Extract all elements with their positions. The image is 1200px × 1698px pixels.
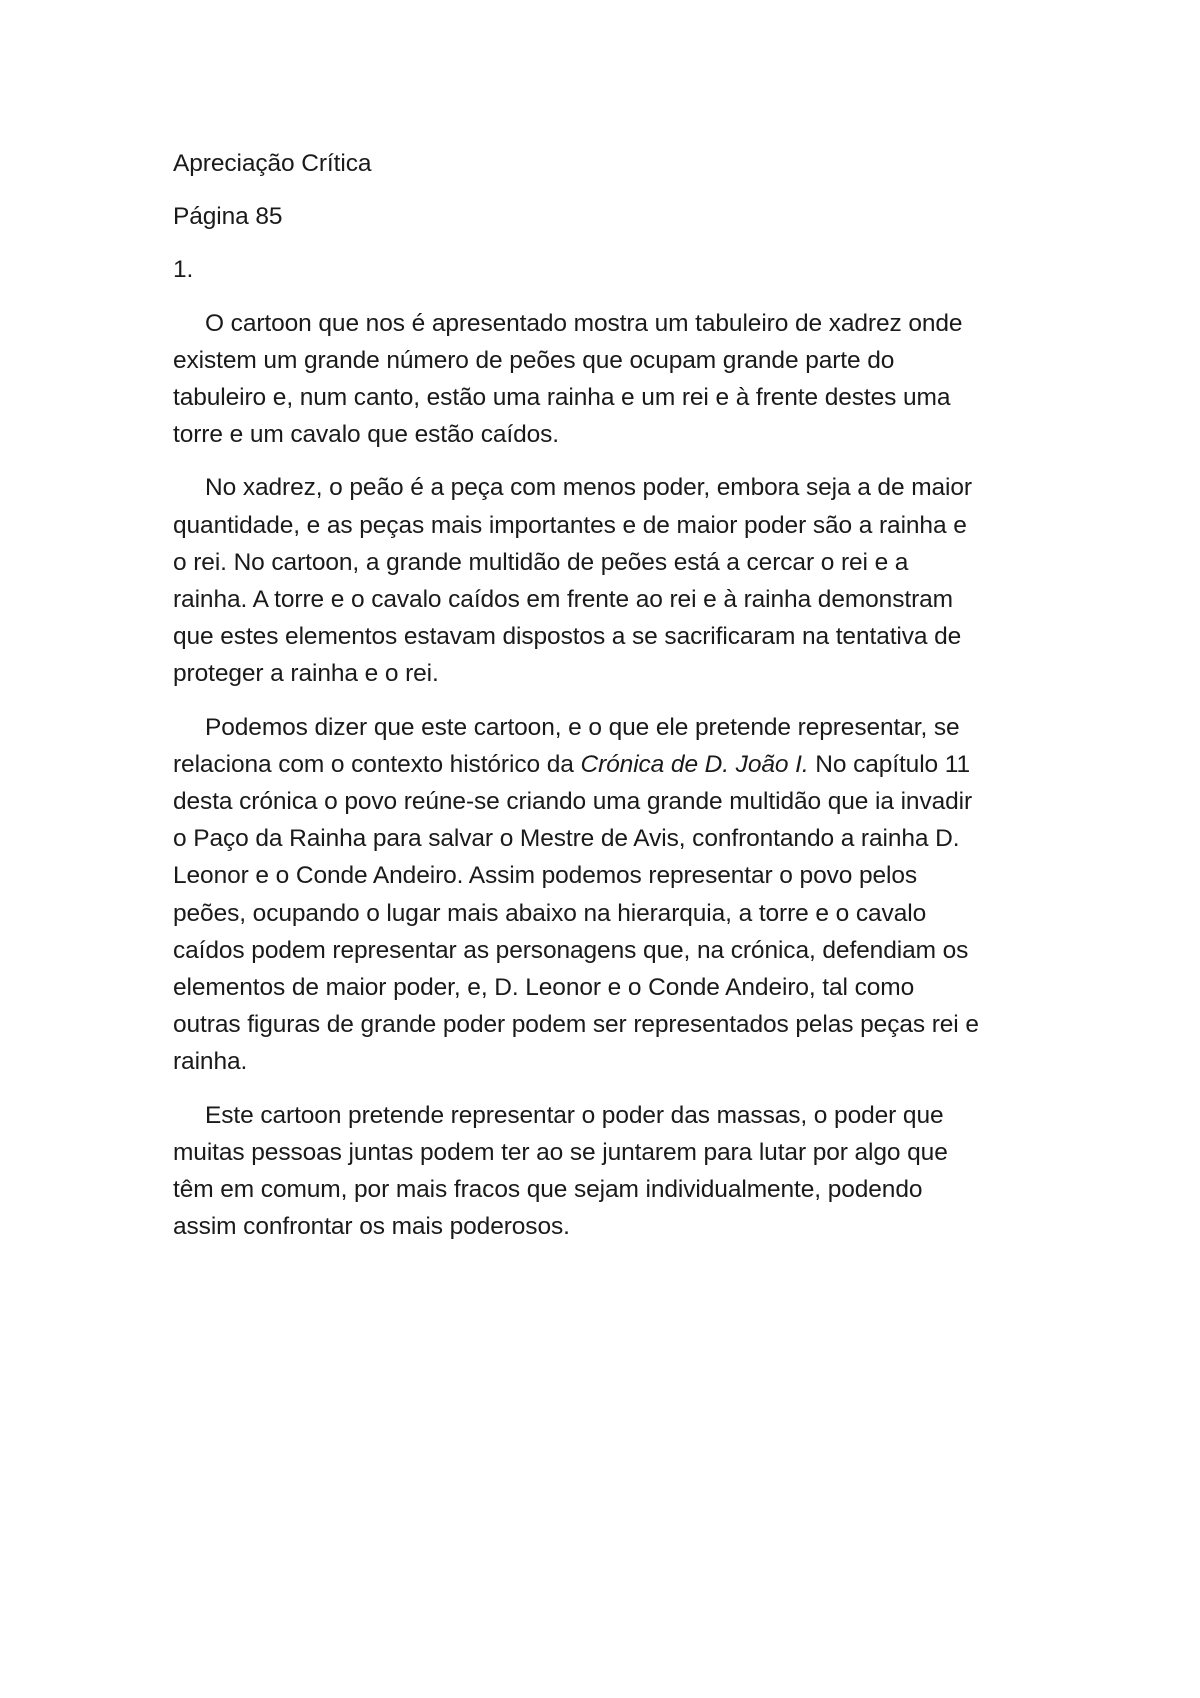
paragraph-line: O cartoon que nos é apresentado mostra um tabuleiro de xadrez onde: [205, 309, 963, 337]
paragraph-line: rainha.: [173, 1048, 248, 1076]
paragraph-line: torre e um cavalo que estão caídos.: [173, 421, 560, 449]
paragraph-line: peões, ocupando o lugar mais abaixo na hierarquia, a torre e o cavalo: [173, 899, 927, 927]
paragraph-4: [173, 1097, 1043, 1246]
paragraph-line: o Paço da Rainha para salvar o Mestre de Avis, confrontando a rainha D.: [173, 825, 960, 853]
paragraph-line: No xadrez, o peão é a peça com menos poder, embora seja a de maior: [205, 474, 972, 502]
paragraph-line: quantidade, e as peças mais importantes e de maior poder são a rainha e: [173, 511, 967, 539]
question-number: 1.: [173, 256, 194, 284]
paragraph-1: [173, 305, 1043, 454]
line-text: relaciona com o contexto histórico da: [173, 750, 581, 778]
paragraph-line: elementos de maior poder, e, D. Leonor e o Conde Andeiro, tal como: [173, 974, 915, 1002]
paragraph-2: [173, 469, 1043, 692]
line-text: No capítulo 11: [808, 750, 971, 778]
paragraph-line: muitas pessoas juntas podem ter ao se juntarem para lutar por algo que: [173, 1138, 948, 1166]
paragraph-line: Leonor e o Conde Andeiro. Assim podemos representar o povo pelos: [173, 862, 918, 890]
paragraph-line: têm em comum, por mais fracos que sejam individualmente, podendo: [173, 1176, 923, 1204]
document-title: Apreciação Crítica: [173, 150, 372, 177]
paragraph-line: tabuleiro e, num canto, estão uma rainha e um rei e à frente destes uma: [173, 384, 951, 412]
page-reference: Página 85: [173, 203, 283, 231]
paragraph-line: assim confrontar os mais poderosos.: [173, 1213, 570, 1241]
paragraph-line: desta crónica o povo reúne-se criando uma grande multidão que ia invadir: [173, 788, 973, 816]
paragraph-line-with-citation: [173, 746, 1043, 783]
paragraph-line: outras figuras de grande poder podem ser representados pelas peças rei e: [173, 1011, 979, 1039]
paragraph-line: que estes elementos estavam dispostos a se sacrificaram na tentativa de: [173, 623, 962, 651]
paragraph-line: Este cartoon pretende representar o poder das massas, o poder que: [205, 1101, 944, 1129]
paragraph-line: existem um grande número de peões que ocupam grande parte do: [173, 346, 895, 374]
paragraph-line: o rei. No cartoon, a grande multidão de peões está a cercar o rei e a: [173, 548, 909, 576]
paragraph-line: proteger a rainha e o rei.: [173, 660, 439, 688]
document-body: [173, 145, 1043, 1261]
paragraph-line: caídos podem representar as personagens que, na crónica, defendiam os: [173, 936, 969, 964]
paragraph-line: Podemos dizer que este cartoon, e o que ele pretende representar, se: [205, 713, 960, 741]
paragraph-3: [173, 709, 1043, 1081]
work-title-italic: Crónica de D. João I.: [580, 750, 809, 778]
paragraph-line: rainha. A torre e o cavalo caídos em frente ao rei e à rainha demonstram: [173, 586, 953, 614]
